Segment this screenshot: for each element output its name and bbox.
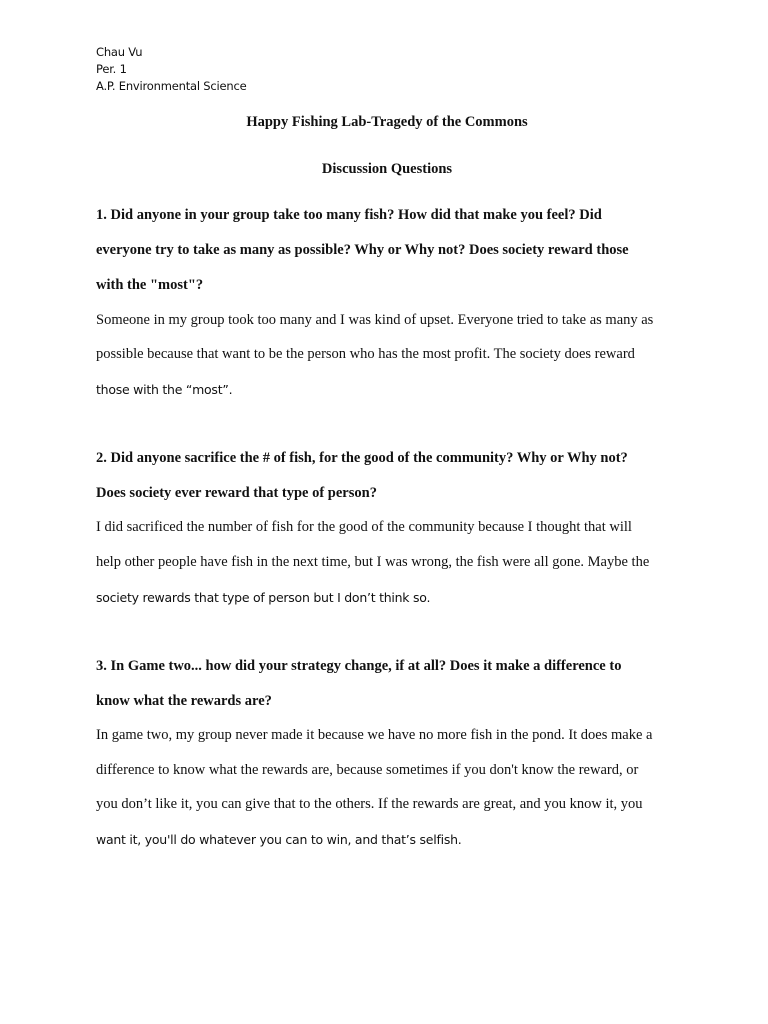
- question-1-line-1: 1. Did anyone in your group take too many fish? How did that make you feel? Did: [96, 207, 602, 223]
- answer-2-line-2: help other people have fish in the next time, but I was wrong, the fish were all gone. Maybe the: [96, 554, 650, 570]
- answer-2-line-1: I did sacrificed the number of fish for the good of the community because I thought that will: [96, 519, 632, 535]
- class-period: Per. 1: [96, 62, 127, 76]
- answer-1-line-1: Someone in my group took too many and I was kind of upset. Everyone tried to take as many as: [96, 312, 654, 328]
- document-subtitle: Discussion Questions: [321, 161, 453, 177]
- question-3-line-1: 3. In Game two... how did your strategy change, if at all? Does it make a difference to: [96, 658, 622, 674]
- question-1-line-3: with the "most"?: [96, 277, 204, 293]
- answer-1-line-2: possible because that want to be the person who has the most profit. The society does reward: [96, 346, 635, 362]
- answer-3-line-3: you don’t like it, you can give that to the others. If the rewards are great, and you know it, you: [96, 796, 643, 812]
- question-1-line-2: everyone try to take as many as possible? Why or Why not? Does society reward those: [96, 242, 629, 258]
- question-3-line-2: know what the rewards are?: [96, 693, 272, 709]
- answer-2-line-3: society rewards that type of person but I don’t think so.: [96, 590, 431, 605]
- course-name: A.P. Environmental Science: [96, 79, 247, 93]
- answer-3-line-2: difference to know what the rewards are, because sometimes if you don't know the reward, or: [96, 762, 639, 778]
- document-title: Happy Fishing Lab-Tragedy of the Commons: [246, 114, 528, 130]
- question-2-line-2: Does society ever reward that type of person?: [96, 485, 377, 501]
- answer-1-line-3: those with the “most”.: [96, 382, 233, 397]
- student-name: Chau Vu: [96, 45, 143, 59]
- answer-3-line-4: want it, you'll do whatever you can to win, and that’s selfish.: [96, 832, 462, 847]
- answer-3-line-1: In game two, my group never made it because we have no more fish in the pond. It does make a: [96, 727, 653, 743]
- question-2-line-1: 2. Did anyone sacrifice the # of fish, for the good of the community? Why or Why not?: [96, 450, 628, 466]
